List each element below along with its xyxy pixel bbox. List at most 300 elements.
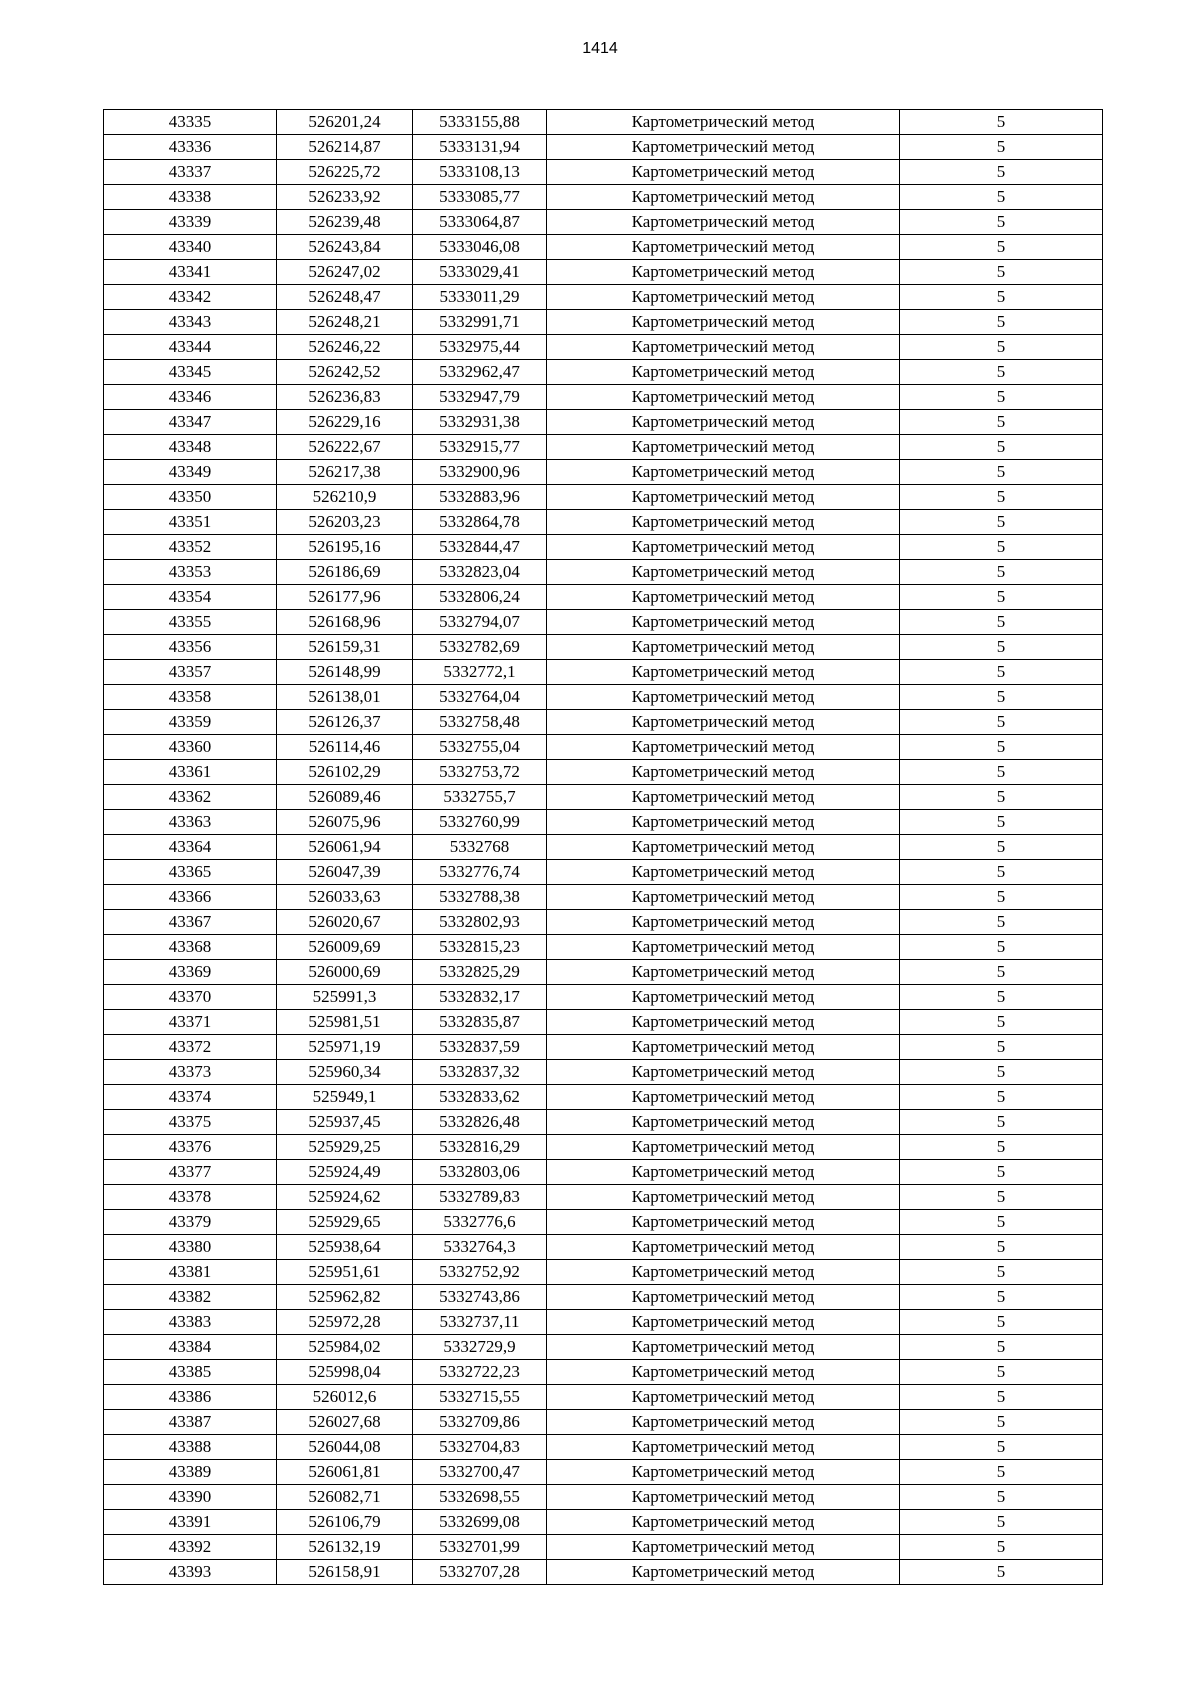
x-coordinate-cell: 526248,47 [277,285,413,310]
accuracy-cell: 5 [900,1060,1103,1085]
table-row [104,110,1103,135]
method-cell: Картометрический метод [547,260,900,285]
x-coordinate-cell: 526020,67 [277,910,413,935]
accuracy-cell: 5 [900,1335,1103,1360]
x-coordinate-cell: 526033,63 [277,885,413,910]
table-row [104,135,1103,160]
point-number-cell: 43368 [104,935,277,960]
x-coordinate-cell: 526243,84 [277,235,413,260]
y-coordinate-cell: 5332760,99 [413,810,547,835]
point-number-cell: 43373 [104,1060,277,1085]
method-cell: Картометрический метод [547,1160,900,1185]
accuracy-cell: 5 [900,360,1103,385]
method-cell: Картометрический метод [547,1285,900,1310]
method-cell: Картометрический метод [547,510,900,535]
accuracy-cell: 5 [900,460,1103,485]
x-coordinate-cell: 526106,79 [277,1510,413,1535]
method-cell: Картометрический метод [547,935,900,960]
accuracy-cell: 5 [900,885,1103,910]
accuracy-cell: 5 [900,285,1103,310]
table-row [104,1385,1103,1410]
method-cell: Картометрический метод [547,1235,900,1260]
method-cell: Картометрический метод [547,285,900,310]
y-coordinate-cell: 5332722,23 [413,1360,547,1385]
table-row [104,460,1103,485]
y-coordinate-cell: 5332883,96 [413,485,547,510]
table-row [104,860,1103,885]
y-coordinate-cell: 5332864,78 [413,510,547,535]
table-row [104,235,1103,260]
x-coordinate-cell: 526214,87 [277,135,413,160]
x-coordinate-cell: 526248,21 [277,310,413,335]
x-coordinate-cell: 526158,91 [277,1560,413,1585]
y-coordinate-cell: 5332931,38 [413,410,547,435]
x-coordinate-cell: 526075,96 [277,810,413,835]
accuracy-cell: 5 [900,135,1103,160]
accuracy-cell: 5 [900,110,1103,135]
x-coordinate-cell: 526236,83 [277,385,413,410]
table-row [104,285,1103,310]
table-row [104,485,1103,510]
y-coordinate-cell: 5332837,32 [413,1060,547,1085]
table-row [104,710,1103,735]
accuracy-cell: 5 [900,160,1103,185]
method-cell: Картометрический метод [547,985,900,1010]
table-row [104,810,1103,835]
x-coordinate-cell: 526061,81 [277,1460,413,1485]
point-number-cell: 43364 [104,835,277,860]
point-number-cell: 43365 [104,860,277,885]
point-number-cell: 43366 [104,885,277,910]
table-row [104,1285,1103,1310]
method-cell: Картометрический метод [547,1535,900,1560]
point-number-cell: 43382 [104,1285,277,1310]
point-number-cell: 43355 [104,610,277,635]
method-cell: Картометрический метод [547,685,900,710]
accuracy-cell: 5 [900,485,1103,510]
accuracy-cell: 5 [900,1210,1103,1235]
accuracy-cell: 5 [900,260,1103,285]
point-number-cell: 43346 [104,385,277,410]
point-number-cell: 43338 [104,185,277,210]
y-coordinate-cell: 5332835,87 [413,1010,547,1035]
x-coordinate-cell: 526239,48 [277,210,413,235]
y-coordinate-cell: 5332707,28 [413,1560,547,1585]
method-cell: Картометрический метод [547,460,900,485]
y-coordinate-cell: 5332698,55 [413,1485,547,1510]
x-coordinate-cell: 526222,67 [277,435,413,460]
accuracy-cell: 5 [900,1535,1103,1560]
method-cell: Картометрический метод [547,1185,900,1210]
point-number-cell: 43369 [104,960,277,985]
table-row [104,610,1103,635]
x-coordinate-cell: 526102,29 [277,760,413,785]
y-coordinate-cell: 5332704,83 [413,1435,547,1460]
table-row [104,1060,1103,1085]
table-row [104,385,1103,410]
table-row [104,535,1103,560]
table-row [104,1035,1103,1060]
accuracy-cell: 5 [900,585,1103,610]
accuracy-cell: 5 [900,1385,1103,1410]
accuracy-cell: 5 [900,785,1103,810]
point-number-cell: 43388 [104,1435,277,1460]
table-row [104,910,1103,935]
table-row [104,1310,1103,1335]
x-coordinate-cell: 526246,22 [277,335,413,360]
x-coordinate-cell: 526138,01 [277,685,413,710]
point-number-cell: 43350 [104,485,277,510]
method-cell: Картометрический метод [547,885,900,910]
table-row [104,1435,1103,1460]
method-cell: Картометрический метод [547,1010,900,1035]
table-row [104,410,1103,435]
table-row [104,935,1103,960]
table-row [104,1135,1103,1160]
point-number-cell: 43351 [104,510,277,535]
x-coordinate-cell: 526195,16 [277,535,413,560]
method-cell: Картометрический метод [547,535,900,560]
accuracy-cell: 5 [900,1185,1103,1210]
x-coordinate-cell: 526225,72 [277,160,413,185]
table-row [104,1235,1103,1260]
accuracy-cell: 5 [900,735,1103,760]
accuracy-cell: 5 [900,835,1103,860]
y-coordinate-cell: 5332782,69 [413,635,547,660]
point-number-cell: 43336 [104,135,277,160]
table-row [104,435,1103,460]
table-row [104,635,1103,660]
y-coordinate-cell: 5332915,77 [413,435,547,460]
table-row [104,310,1103,335]
method-cell: Картометрический метод [547,385,900,410]
point-number-cell: 43389 [104,1460,277,1485]
point-number-cell: 43349 [104,460,277,485]
x-coordinate-cell: 525960,34 [277,1060,413,1085]
y-coordinate-cell: 5333131,94 [413,135,547,160]
accuracy-cell: 5 [900,385,1103,410]
accuracy-cell: 5 [900,935,1103,960]
accuracy-cell: 5 [900,410,1103,435]
point-number-cell: 43359 [104,710,277,735]
point-number-cell: 43391 [104,1510,277,1535]
method-cell: Картометрический метод [547,1085,900,1110]
x-coordinate-cell: 525991,3 [277,985,413,1010]
method-cell: Картометрический метод [547,1460,900,1485]
coordinates-table [103,109,1103,1585]
method-cell: Картометрический метод [547,1485,900,1510]
point-number-cell: 43376 [104,1135,277,1160]
y-coordinate-cell: 5332900,96 [413,460,547,485]
method-cell: Картометрический метод [547,135,900,160]
point-number-cell: 43337 [104,160,277,185]
table-row [104,1335,1103,1360]
coordinates-table-body [104,110,1103,1585]
method-cell: Картометрический метод [547,210,900,235]
point-number-cell: 43381 [104,1260,277,1285]
accuracy-cell: 5 [900,685,1103,710]
method-cell: Картометрический метод [547,485,900,510]
point-number-cell: 43363 [104,810,277,835]
accuracy-cell: 5 [900,610,1103,635]
y-coordinate-cell: 5332715,55 [413,1385,547,1410]
accuracy-cell: 5 [900,335,1103,360]
y-coordinate-cell: 5332758,48 [413,710,547,735]
x-coordinate-cell: 525981,51 [277,1010,413,1035]
method-cell: Картометрический метод [547,660,900,685]
page-number: 1414 [582,40,618,57]
method-cell: Картометрический метод [547,835,900,860]
accuracy-cell: 5 [900,1285,1103,1310]
x-coordinate-cell: 526210,9 [277,485,413,510]
x-coordinate-cell: 525924,49 [277,1160,413,1185]
y-coordinate-cell: 5332709,86 [413,1410,547,1435]
accuracy-cell: 5 [900,1310,1103,1335]
accuracy-cell: 5 [900,210,1103,235]
x-coordinate-cell: 525971,19 [277,1035,413,1060]
accuracy-cell: 5 [900,435,1103,460]
method-cell: Картометрический метод [547,785,900,810]
y-coordinate-cell: 5332947,79 [413,385,547,410]
point-number-cell: 43348 [104,435,277,460]
accuracy-cell: 5 [900,860,1103,885]
method-cell: Картометрический метод [547,1360,900,1385]
method-cell: Картометрический метод [547,810,900,835]
point-number-cell: 43367 [104,910,277,935]
point-number-cell: 43378 [104,1185,277,1210]
method-cell: Картометрический метод [547,960,900,985]
method-cell: Картометрический метод [547,160,900,185]
table-row [104,1485,1103,1510]
x-coordinate-cell: 526089,46 [277,785,413,810]
method-cell: Картометрический метод [547,710,900,735]
table-row [104,1110,1103,1135]
table-row [104,1535,1103,1560]
x-coordinate-cell: 526082,71 [277,1485,413,1510]
point-number-cell: 43340 [104,235,277,260]
table-row [104,1010,1103,1035]
x-coordinate-cell: 526047,39 [277,860,413,885]
table-row [104,735,1103,760]
x-coordinate-cell: 526000,69 [277,960,413,985]
accuracy-cell: 5 [900,185,1103,210]
accuracy-cell: 5 [900,1485,1103,1510]
point-number-cell: 43384 [104,1335,277,1360]
y-coordinate-cell: 5333011,29 [413,285,547,310]
table-row [104,960,1103,985]
accuracy-cell: 5 [900,235,1103,260]
accuracy-cell: 5 [900,1510,1103,1535]
table-row [104,685,1103,710]
point-number-cell: 43374 [104,1085,277,1110]
y-coordinate-cell: 5332802,93 [413,910,547,935]
y-coordinate-cell: 5332764,3 [413,1235,547,1260]
x-coordinate-cell: 526159,31 [277,635,413,660]
point-number-cell: 43371 [104,1010,277,1035]
y-coordinate-cell: 5332772,1 [413,660,547,685]
table-row [104,885,1103,910]
y-coordinate-cell: 5332776,6 [413,1210,547,1235]
table-row [104,660,1103,685]
point-number-cell: 43352 [104,535,277,560]
method-cell: Картометрический метод [547,1510,900,1535]
y-coordinate-cell: 5332729,9 [413,1335,547,1360]
x-coordinate-cell: 526247,02 [277,260,413,285]
y-coordinate-cell: 5332700,47 [413,1460,547,1485]
y-coordinate-cell: 5332768 [413,835,547,860]
table-row [104,1460,1103,1485]
method-cell: Картометрический метод [547,335,900,360]
accuracy-cell: 5 [900,960,1103,985]
y-coordinate-cell: 5333029,41 [413,260,547,285]
method-cell: Картометрический метод [547,435,900,460]
accuracy-cell: 5 [900,810,1103,835]
y-coordinate-cell: 5332737,11 [413,1310,547,1335]
table-row [104,1510,1103,1535]
accuracy-cell: 5 [900,760,1103,785]
y-coordinate-cell: 5333064,87 [413,210,547,235]
y-coordinate-cell: 5333085,77 [413,185,547,210]
table-row [104,185,1103,210]
method-cell: Картометрический метод [547,585,900,610]
accuracy-cell: 5 [900,910,1103,935]
accuracy-cell: 5 [900,1435,1103,1460]
x-coordinate-cell: 526114,46 [277,735,413,760]
point-number-cell: 43345 [104,360,277,385]
x-coordinate-cell: 526217,38 [277,460,413,485]
point-number-cell: 43385 [104,1360,277,1385]
method-cell: Картометрический метод [547,760,900,785]
method-cell: Картометрический метод [547,1210,900,1235]
point-number-cell: 43361 [104,760,277,785]
table-row [104,160,1103,185]
x-coordinate-cell: 526168,96 [277,610,413,635]
table-row [104,785,1103,810]
table-row [104,1360,1103,1385]
point-number-cell: 43357 [104,660,277,685]
table-row [104,260,1103,285]
accuracy-cell: 5 [900,1035,1103,1060]
x-coordinate-cell: 526233,92 [277,185,413,210]
x-coordinate-cell: 525972,28 [277,1310,413,1335]
y-coordinate-cell: 5332803,06 [413,1160,547,1185]
point-number-cell: 43387 [104,1410,277,1435]
method-cell: Картометрический метод [547,1110,900,1135]
method-cell: Картометрический метод [547,310,900,335]
point-number-cell: 43370 [104,985,277,1010]
point-number-cell: 43339 [104,210,277,235]
y-coordinate-cell: 5332755,7 [413,785,547,810]
accuracy-cell: 5 [900,1560,1103,1585]
y-coordinate-cell: 5332699,08 [413,1510,547,1535]
table-row [104,1085,1103,1110]
y-coordinate-cell: 5332815,23 [413,935,547,960]
point-number-cell: 43393 [104,1560,277,1585]
accuracy-cell: 5 [900,1410,1103,1435]
accuracy-cell: 5 [900,635,1103,660]
accuracy-cell: 5 [900,1010,1103,1035]
point-number-cell: 43354 [104,585,277,610]
table-row [104,210,1103,235]
x-coordinate-cell: 525951,61 [277,1260,413,1285]
y-coordinate-cell: 5332975,44 [413,335,547,360]
y-coordinate-cell: 5332776,74 [413,860,547,885]
method-cell: Картометрический метод [547,1410,900,1435]
x-coordinate-cell: 526242,52 [277,360,413,385]
method-cell: Картометрический метод [547,1310,900,1335]
table-row [104,1260,1103,1285]
point-number-cell: 43335 [104,110,277,135]
y-coordinate-cell: 5332806,24 [413,585,547,610]
table-row [104,985,1103,1010]
point-number-cell: 43344 [104,335,277,360]
method-cell: Картометрический метод [547,360,900,385]
accuracy-cell: 5 [900,560,1103,585]
accuracy-cell: 5 [900,535,1103,560]
point-number-cell: 43360 [104,735,277,760]
point-number-cell: 43392 [104,1535,277,1560]
method-cell: Картометрический метод [547,1435,900,1460]
method-cell: Картометрический метод [547,1060,900,1085]
point-number-cell: 43358 [104,685,277,710]
x-coordinate-cell: 526177,96 [277,585,413,610]
accuracy-cell: 5 [900,1235,1103,1260]
method-cell: Картометрический метод [547,235,900,260]
y-coordinate-cell: 5333108,13 [413,160,547,185]
table-row [104,510,1103,535]
x-coordinate-cell: 526061,94 [277,835,413,860]
x-coordinate-cell: 526148,99 [277,660,413,685]
x-coordinate-cell: 525929,25 [277,1135,413,1160]
point-number-cell: 43341 [104,260,277,285]
x-coordinate-cell: 525929,65 [277,1210,413,1235]
accuracy-cell: 5 [900,1135,1103,1160]
table-row [104,1560,1103,1585]
point-number-cell: 43383 [104,1310,277,1335]
point-number-cell: 43342 [104,285,277,310]
method-cell: Картометрический метод [547,1035,900,1060]
point-number-cell: 43380 [104,1235,277,1260]
method-cell: Картометрический метод [547,910,900,935]
method-cell: Картометрический метод [547,1560,900,1585]
x-coordinate-cell: 526132,19 [277,1535,413,1560]
accuracy-cell: 5 [900,1110,1103,1135]
accuracy-cell: 5 [900,1360,1103,1385]
method-cell: Картометрический метод [547,1135,900,1160]
point-number-cell: 43343 [104,310,277,335]
accuracy-cell: 5 [900,1260,1103,1285]
x-coordinate-cell: 525998,04 [277,1360,413,1385]
y-coordinate-cell: 5332794,07 [413,610,547,635]
x-coordinate-cell: 526009,69 [277,935,413,960]
accuracy-cell: 5 [900,310,1103,335]
x-coordinate-cell: 526044,08 [277,1435,413,1460]
y-coordinate-cell: 5333046,08 [413,235,547,260]
table-row [104,360,1103,385]
point-number-cell: 43353 [104,560,277,585]
accuracy-cell: 5 [900,510,1103,535]
x-coordinate-cell: 525938,64 [277,1235,413,1260]
x-coordinate-cell: 526012,6 [277,1385,413,1410]
y-coordinate-cell: 5332701,99 [413,1535,547,1560]
method-cell: Картометрический метод [547,1260,900,1285]
y-coordinate-cell: 5332764,04 [413,685,547,710]
method-cell: Картометрический метод [547,110,900,135]
y-coordinate-cell: 5332788,38 [413,885,547,910]
x-coordinate-cell: 525949,1 [277,1085,413,1110]
point-number-cell: 43362 [104,785,277,810]
method-cell: Картометрический метод [547,860,900,885]
